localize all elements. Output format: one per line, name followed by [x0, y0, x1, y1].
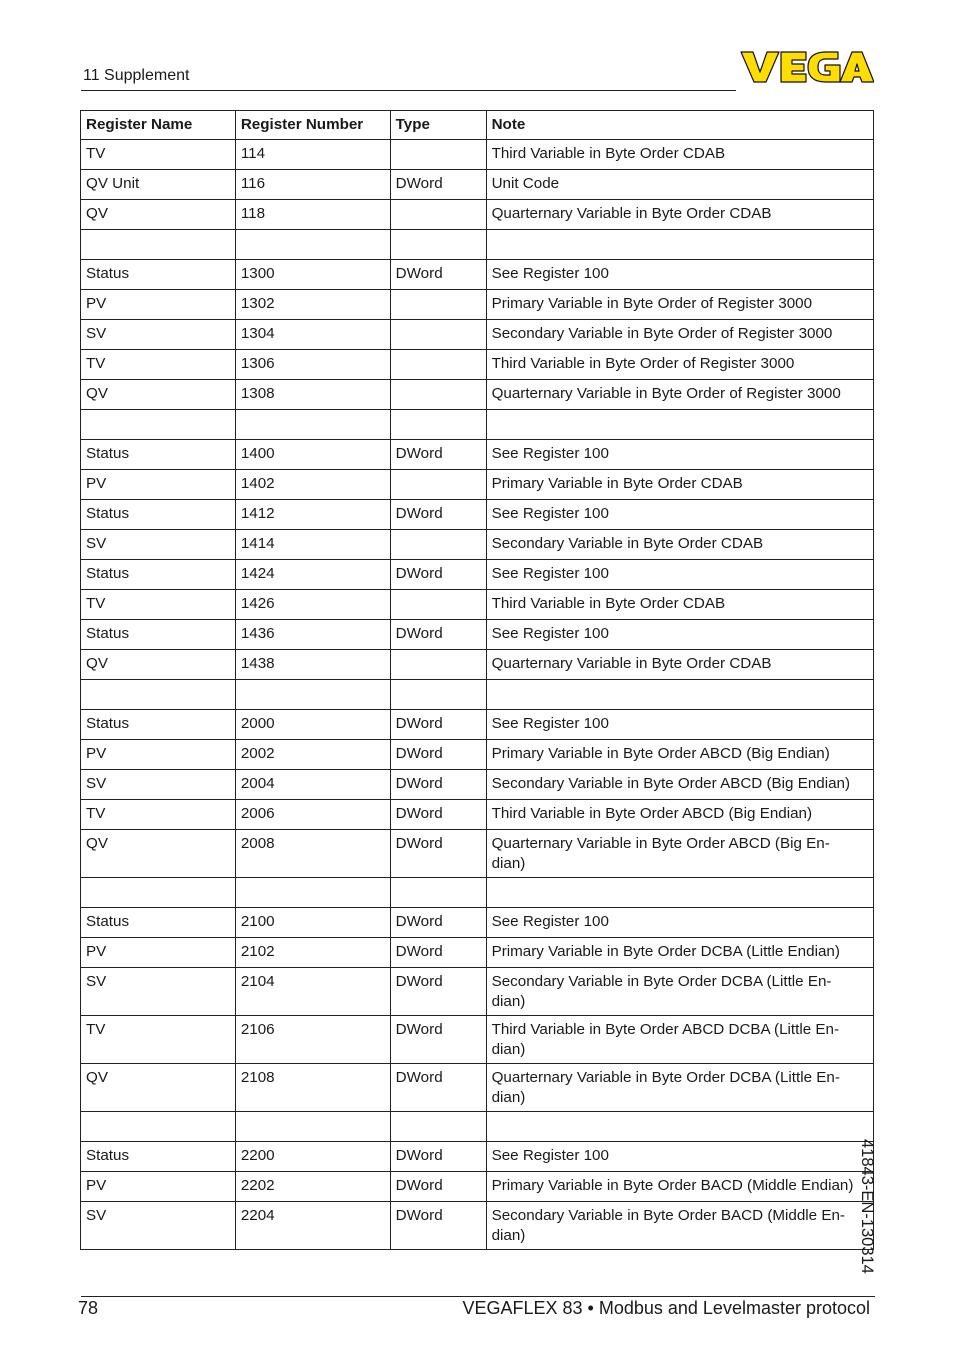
register-number-cell [235, 878, 390, 908]
table-row [81, 230, 874, 260]
note-cell [486, 230, 873, 260]
register-name-cell: PV [81, 740, 236, 770]
note-cell: See Register 100 [486, 620, 873, 650]
register-name-cell: Status [81, 440, 236, 470]
table-row [81, 650, 874, 680]
note-cell [486, 1112, 873, 1142]
register-number-cell: 1302 [235, 290, 390, 320]
register-name-cell: SV [81, 968, 236, 1016]
table-row [81, 320, 874, 350]
register-number-cell: 116 [235, 170, 390, 200]
note-cell: Third Variable in Byte Order CDAB [486, 140, 873, 170]
register-number-cell: 2006 [235, 800, 390, 830]
type-cell [390, 380, 486, 410]
register-name-cell: Status [81, 500, 236, 530]
table-row [81, 1064, 874, 1112]
table-row [81, 170, 874, 200]
register-number-cell [235, 410, 390, 440]
table-row [81, 290, 874, 320]
note-cell: Secondary Variable in Byte Order ABCD (Big Endian) [486, 770, 873, 800]
type-cell: DWord [390, 1172, 486, 1202]
table-row [81, 620, 874, 650]
register-number-cell: 1426 [235, 590, 390, 620]
table-row [81, 800, 874, 830]
register-name-cell: SV [81, 530, 236, 560]
register-number-cell: 2008 [235, 830, 390, 878]
table-row [81, 530, 874, 560]
register-name-cell: Status [81, 908, 236, 938]
note-cell: See Register 100 [486, 710, 873, 740]
note-cell: Secondary Variable in Byte Order DCBA (Little En- dian) [486, 968, 873, 1016]
register-number-cell: 1308 [235, 380, 390, 410]
type-cell [390, 1112, 486, 1142]
note-cell: See Register 100 [486, 500, 873, 530]
register-number-cell: 1412 [235, 500, 390, 530]
table-row [81, 968, 874, 1016]
register-name-cell: QV Unit [81, 170, 236, 200]
note-cell: Third Variable in Byte Order ABCD (Big Endian) [486, 800, 873, 830]
register-name-cell: PV [81, 290, 236, 320]
note-cell: See Register 100 [486, 440, 873, 470]
type-cell [390, 650, 486, 680]
note-cell: Primary Variable in Byte Order ABCD (Big Endian) [486, 740, 873, 770]
type-cell [390, 590, 486, 620]
register-name-cell [81, 680, 236, 710]
register-name-cell: TV [81, 350, 236, 380]
type-cell: DWord [390, 500, 486, 530]
register-number-cell: 1300 [235, 260, 390, 290]
table-row [81, 410, 874, 440]
note-cell: Quarternary Variable in Byte Order of Register 3000 [486, 380, 873, 410]
register-name-cell: Status [81, 260, 236, 290]
type-cell: DWord [390, 560, 486, 590]
register-number-cell: 114 [235, 140, 390, 170]
register-name-cell: PV [81, 938, 236, 968]
type-cell: DWord [390, 1142, 486, 1172]
table-row [81, 440, 874, 470]
register-number-cell [235, 680, 390, 710]
type-cell [390, 470, 486, 500]
register-number-cell: 1424 [235, 560, 390, 590]
register-number-cell: 1402 [235, 470, 390, 500]
register-name-cell [81, 1112, 236, 1142]
type-cell [390, 530, 486, 560]
register-number-cell: 2104 [235, 968, 390, 1016]
register-number-cell: 2004 [235, 770, 390, 800]
note-cell [486, 680, 873, 710]
register-name-cell: TV [81, 1016, 236, 1064]
table-row [81, 560, 874, 590]
note-cell: Secondary Variable in Byte Order CDAB [486, 530, 873, 560]
section-title: 11 Supplement [83, 67, 190, 84]
note-cell: Third Variable in Byte Order of Register 3000 [486, 350, 873, 380]
register-number-cell: 2106 [235, 1016, 390, 1064]
register-name-cell: Status [81, 560, 236, 590]
footer-divider [81, 1296, 875, 1297]
type-cell [390, 350, 486, 380]
register-number-cell: 2204 [235, 1202, 390, 1250]
register-name-cell: QV [81, 830, 236, 878]
table-row [81, 590, 874, 620]
table-row [81, 1202, 874, 1250]
register-name-cell: SV [81, 1202, 236, 1250]
register-number-cell: 2002 [235, 740, 390, 770]
table-row [81, 710, 874, 740]
type-cell: DWord [390, 800, 486, 830]
note-cell: Secondary Variable in Byte Order BACD (Middle En- dian) [486, 1202, 873, 1250]
note-cell: Third Variable in Byte Order CDAB [486, 590, 873, 620]
type-cell: DWord [390, 1016, 486, 1064]
note-cell: Quarternary Variable in Byte Order CDAB [486, 650, 873, 680]
register-number-cell [235, 1112, 390, 1142]
table-row [81, 740, 874, 770]
register-name-cell: SV [81, 770, 236, 800]
register-table [80, 110, 874, 1250]
table-row [81, 878, 874, 908]
note-cell: See Register 100 [486, 260, 873, 290]
document-code: 41843-EN-130314 [858, 1139, 876, 1274]
register-name-cell: PV [81, 1172, 236, 1202]
document-title: VEGAFLEX 83 • Modbus and Levelmaster protocol [462, 1298, 870, 1318]
register-number-cell: 2200 [235, 1142, 390, 1172]
register-name-cell: QV [81, 200, 236, 230]
register-name-cell [81, 410, 236, 440]
note-cell [486, 410, 873, 440]
type-cell [390, 230, 486, 260]
register-name-cell: TV [81, 590, 236, 620]
table-row [81, 1016, 874, 1064]
table-row [81, 140, 874, 170]
vega-logo [740, 50, 874, 84]
type-cell [390, 680, 486, 710]
table-row [81, 1172, 874, 1202]
table-row [81, 470, 874, 500]
note-cell: Quarternary Variable in Byte Order CDAB [486, 200, 873, 230]
table-header-row [81, 111, 874, 140]
note-cell: See Register 100 [486, 908, 873, 938]
register-name-cell: QV [81, 650, 236, 680]
note-cell [486, 878, 873, 908]
register-number-cell: 2100 [235, 908, 390, 938]
register-number-cell: 1436 [235, 620, 390, 650]
note-cell: See Register 100 [486, 1142, 873, 1172]
note-cell: Quarternary Variable in Byte Order ABCD (Big En- dian) [486, 830, 873, 878]
table-row [81, 1112, 874, 1142]
column-header-register-number: Register Number [235, 111, 390, 140]
note-cell: Unit Code [486, 170, 873, 200]
note-cell: Primary Variable in Byte Order CDAB [486, 470, 873, 500]
note-cell: See Register 100 [486, 560, 873, 590]
table-row [81, 938, 874, 968]
register-number-cell: 1304 [235, 320, 390, 350]
register-number-cell: 1438 [235, 650, 390, 680]
register-number-cell: 1400 [235, 440, 390, 470]
header-divider [81, 90, 736, 91]
type-cell: DWord [390, 1064, 486, 1112]
register-name-cell [81, 230, 236, 260]
register-name-cell: Status [81, 620, 236, 650]
type-cell: DWord [390, 938, 486, 968]
table-row [81, 680, 874, 710]
register-name-cell: Status [81, 710, 236, 740]
column-header-type: Type [390, 111, 486, 140]
register-name-cell: PV [81, 470, 236, 500]
table-row [81, 380, 874, 410]
type-cell: DWord [390, 740, 486, 770]
type-cell [390, 290, 486, 320]
note-cell: Quarternary Variable in Byte Order DCBA (Little En- dian) [486, 1064, 873, 1112]
column-header-register-name: Register Name [81, 111, 236, 140]
register-number-cell: 2108 [235, 1064, 390, 1112]
type-cell [390, 320, 486, 350]
type-cell: DWord [390, 968, 486, 1016]
register-number-cell: 1306 [235, 350, 390, 380]
table-row [81, 908, 874, 938]
register-name-cell: QV [81, 380, 236, 410]
type-cell: DWord [390, 908, 486, 938]
page-number: 78 [78, 1298, 99, 1318]
register-number-cell: 2102 [235, 938, 390, 968]
register-name-cell: SV [81, 320, 236, 350]
register-number-cell [235, 230, 390, 260]
note-cell: Primary Variable in Byte Order of Register 3000 [486, 290, 873, 320]
register-number-cell: 2202 [235, 1172, 390, 1202]
type-cell [390, 878, 486, 908]
type-cell: DWord [390, 710, 486, 740]
table-row [81, 500, 874, 530]
type-cell: DWord [390, 260, 486, 290]
register-name-cell: Status [81, 1142, 236, 1172]
type-cell: DWord [390, 1202, 486, 1250]
type-cell [390, 410, 486, 440]
type-cell: DWord [390, 440, 486, 470]
register-name-cell: TV [81, 140, 236, 170]
table-row [81, 770, 874, 800]
type-cell [390, 140, 486, 170]
table-row [81, 350, 874, 380]
type-cell: DWord [390, 170, 486, 200]
type-cell [390, 200, 486, 230]
table-body [81, 140, 874, 1250]
type-cell: DWord [390, 770, 486, 800]
register-name-cell: TV [81, 800, 236, 830]
register-number-cell: 1414 [235, 530, 390, 560]
note-cell: Secondary Variable in Byte Order of Register 3000 [486, 320, 873, 350]
note-cell: Primary Variable in Byte Order DCBA (Little Endian) [486, 938, 873, 968]
type-cell: DWord [390, 620, 486, 650]
type-cell: DWord [390, 830, 486, 878]
register-number-cell: 118 [235, 200, 390, 230]
table-row [81, 200, 874, 230]
column-header-note: Note [486, 111, 873, 140]
register-name-cell [81, 878, 236, 908]
note-cell: Primary Variable in Byte Order BACD (Middle Endian) [486, 1172, 873, 1202]
table-row [81, 1142, 874, 1172]
table-row [81, 260, 874, 290]
register-number-cell: 2000 [235, 710, 390, 740]
register-name-cell: QV [81, 1064, 236, 1112]
note-cell: Third Variable in Byte Order ABCD DCBA (Little En- dian) [486, 1016, 873, 1064]
table-row [81, 830, 874, 878]
